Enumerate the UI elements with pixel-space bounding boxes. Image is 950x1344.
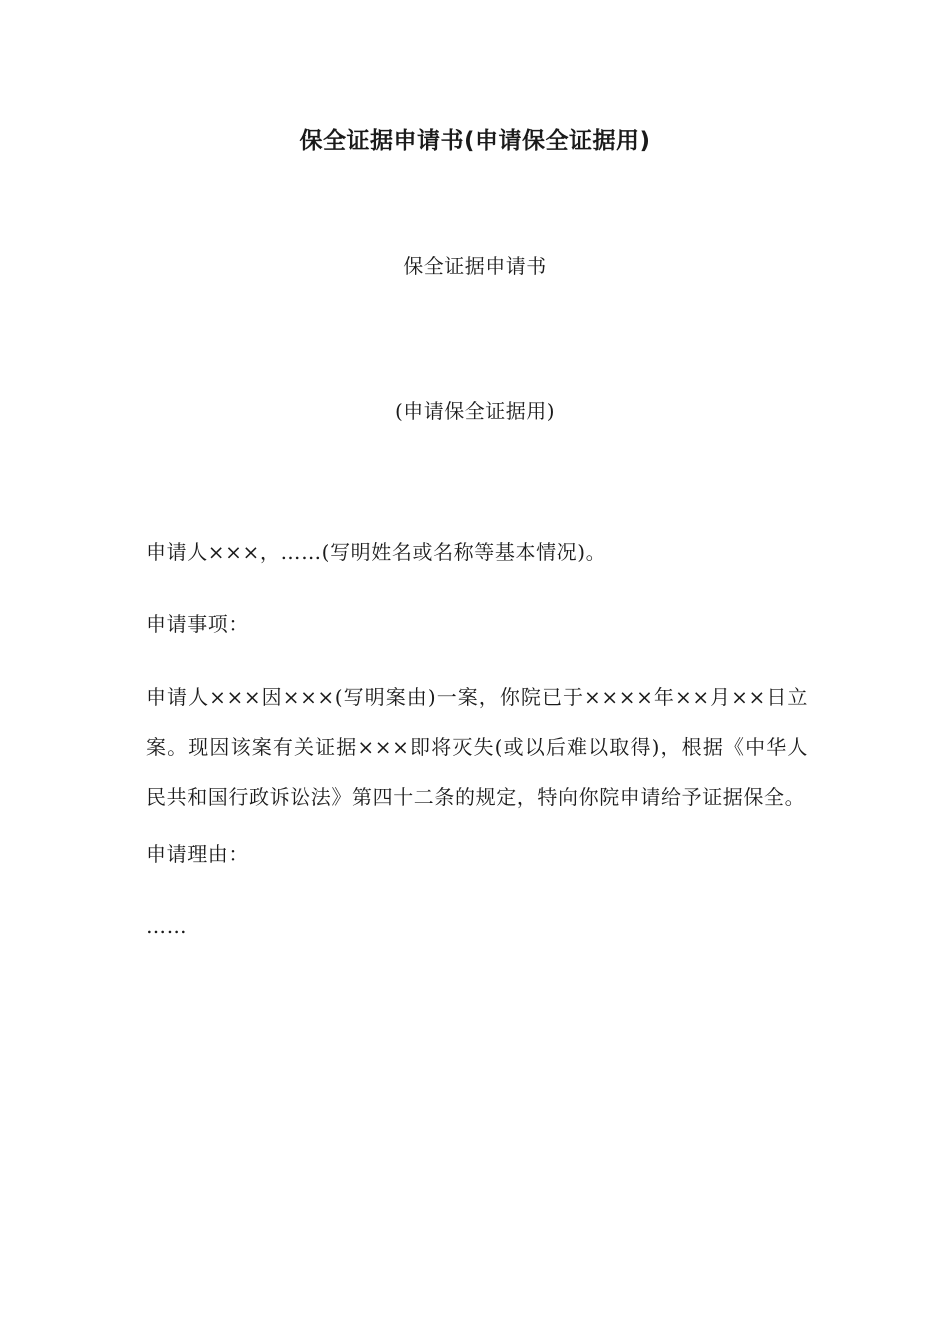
main-title: 保全证据申请书(申请保全证据用) (299, 128, 651, 154)
document-body (146, 538, 808, 984)
reason-body: …… (146, 914, 188, 938)
reason-heading: 申请理由： (146, 842, 249, 866)
request-heading: 申请事项： (146, 612, 249, 636)
document-title: 保全证据申请书 (403, 254, 547, 278)
document-subtitle: (申请保全证据用) (394, 399, 556, 423)
request-body: 申请人×××因×××(写明案由)一案，你院已于××××年××月××日立案。现因该案有关证据×××即将灭失(或以后难以取得)，根据《中华人民共和国行政诉讼法》第四十二条的规定，特向你院申请给予证据保全。 (146, 685, 808, 809)
applicant-line: 申请人×××，……(写明姓名或名称等基本情况)。 (146, 540, 607, 564)
